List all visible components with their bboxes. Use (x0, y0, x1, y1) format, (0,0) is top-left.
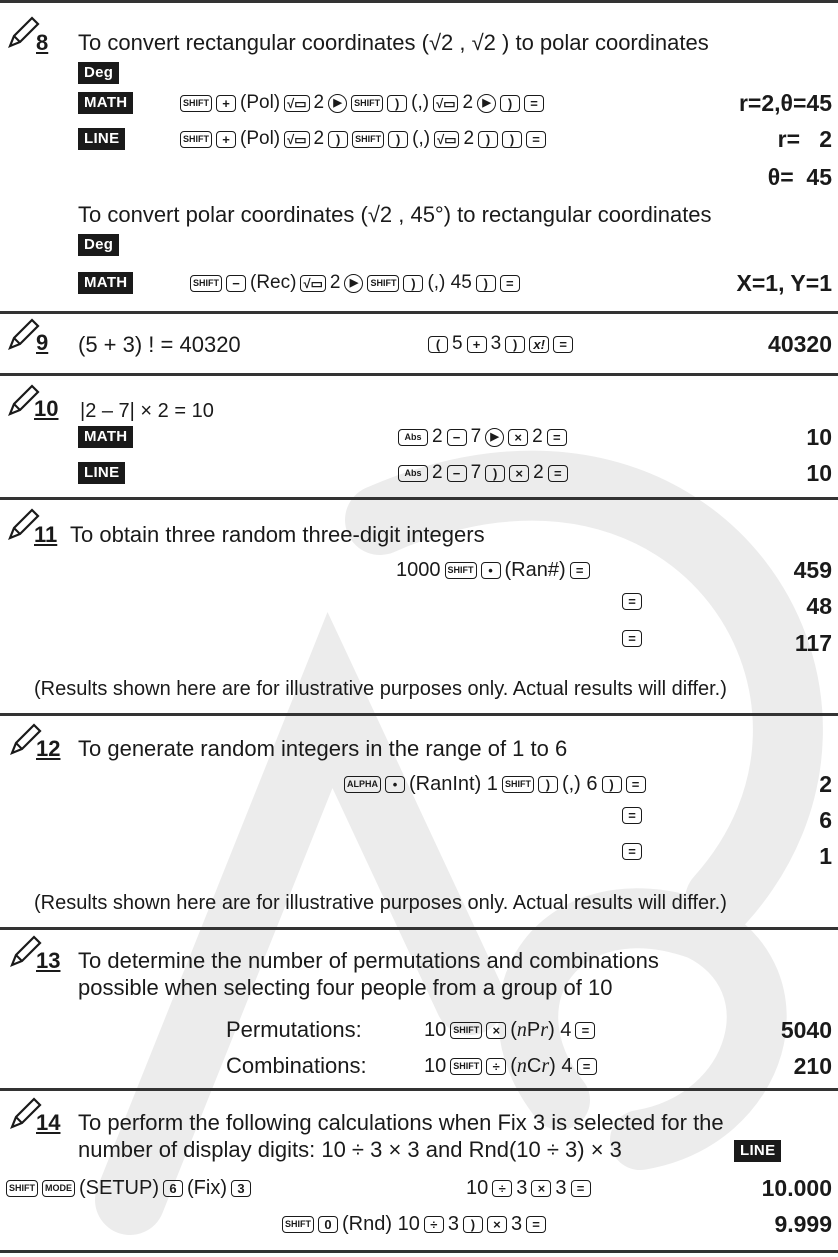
section-number: 14 (36, 1110, 61, 1135)
section-title: To convert rectangular coordinates (√2 , √2 ) to polar coordinates (78, 30, 709, 55)
expression: |2 – 7| × 2 = 10 (80, 400, 214, 422)
right-arrow-key: ▶ (477, 94, 496, 113)
close-paren-key: ) (485, 465, 505, 482)
section-number: 12 (36, 736, 61, 761)
shift-key: SHIFT (367, 275, 399, 292)
sqrt-key: √▭ (300, 275, 325, 292)
sqrt-key: √▭ (434, 131, 459, 148)
result: θ= 45 (767, 164, 832, 190)
section-number: 13 (36, 948, 61, 973)
equals-key: = (626, 776, 646, 793)
key-sequence: SHIFT MODE (SETUP) 6 (Fix) 3 (6, 1175, 251, 1201)
equals-key: = (547, 429, 567, 446)
section-divider (0, 713, 838, 716)
shift-key: SHIFT (352, 131, 384, 148)
result: 48 (806, 593, 832, 619)
result: 10 (806, 460, 832, 486)
close-paren-key: ) (502, 131, 522, 148)
section-divider (0, 497, 838, 500)
shift-key: SHIFT (180, 95, 212, 112)
shift-key: SHIFT (502, 776, 534, 793)
sqrt-key: √▭ (433, 95, 458, 112)
equals-key: = (553, 336, 573, 353)
math-badge: MATH (78, 92, 133, 114)
deg-badge: Deg (78, 234, 119, 256)
open-paren-key: ( (428, 336, 448, 353)
deg-badge: Deg (78, 62, 119, 84)
equals-key: = (526, 1216, 546, 1233)
plus-key: + (467, 336, 487, 353)
section-title: To generate random integers in the range of 1 to 6 (78, 736, 568, 761)
equals-key: = (500, 275, 520, 292)
key-sequence: 10 ÷ 3 × 3 = (466, 1175, 591, 1201)
section-number: 11 (34, 522, 58, 547)
result: 9.999 (774, 1211, 832, 1237)
minus-key: − (447, 465, 467, 482)
minus-key: − (447, 429, 467, 446)
line-badge: LINE (734, 1140, 781, 1162)
result: r= 2 (777, 126, 832, 152)
key-sequence: SHIFT − (Rec) √▭ 2 ▶ SHIFT ) (,) 45 ) = (190, 270, 520, 296)
result: r=2,θ=45 (738, 90, 832, 116)
key-sequence: ( 5 + 3 ) x! = (428, 331, 573, 357)
equals-key: = (526, 131, 546, 148)
equals-key: = (524, 95, 544, 112)
line-badge: LINE (78, 462, 125, 484)
close-paren-key: ) (403, 275, 423, 292)
section-divider (0, 373, 838, 376)
result: 459 (793, 557, 832, 583)
bottom-rule (0, 1250, 838, 1253)
section-divider (0, 927, 838, 930)
equals-key: = (571, 1180, 591, 1197)
divide-key: ÷ (486, 1058, 506, 1075)
equals-key: = (577, 1058, 597, 1075)
key-sequence: 10 SHIFT × (nPr) 4 = (424, 1017, 595, 1043)
shift-key: SHIFT (351, 95, 383, 112)
abs-key: Abs (398, 429, 428, 446)
key-sequence: ALPHA • (RanInt) 1 SHIFT ) (,) 6 ) = (344, 771, 646, 797)
section-title: To perform the following calculations when Fix 3 is selected for the (78, 1110, 724, 1135)
minus-key: − (226, 275, 246, 292)
section-title: To convert polar coordinates (√2 , 45°) to rectangular coordinates (78, 202, 712, 227)
right-arrow-key: ▶ (344, 274, 363, 293)
factorial-key: x! (529, 336, 549, 353)
digit-3-key: 3 (231, 1180, 251, 1197)
top-rule (0, 0, 838, 3)
close-paren-key: ) (505, 336, 525, 353)
result: 40320 (768, 331, 832, 357)
key-sequence (622, 593, 642, 610)
expression: (5 + 3) ! = 40320 (78, 332, 241, 357)
key-sequence: SHIFT + (Pol) √▭ 2 ) SHIFT ) (,) √▭ 2 ) ) = (180, 126, 546, 152)
close-paren-key: ) (328, 131, 348, 148)
divide-key: ÷ (424, 1216, 444, 1233)
section-number: 9 (36, 330, 49, 355)
key-sequence: SHIFT 0 (Rnd) 10 ÷ 3 ) × 3 = (282, 1211, 546, 1237)
key-sequence (622, 807, 642, 824)
close-paren-key: ) (602, 776, 622, 793)
section-number: 8 (36, 30, 49, 55)
equals-key: = (622, 630, 642, 647)
close-paren-key: ) (388, 131, 408, 148)
equals-key: = (575, 1022, 595, 1039)
result: 117 (794, 630, 832, 656)
shift-key: SHIFT (282, 1216, 314, 1233)
sqrt-key: √▭ (284, 95, 309, 112)
section-title: number of display digits: 10 ÷ 3 × 3 and Rnd(10 ÷ 3) × 3 (78, 1137, 622, 1162)
close-paren-key: ) (538, 776, 558, 793)
close-paren-key: ) (463, 1216, 483, 1233)
section-number: 10 (34, 396, 59, 421)
equals-key: = (622, 843, 642, 860)
multiply-key: × (531, 1180, 551, 1197)
math-badge: MATH (78, 426, 133, 448)
right-arrow-key: ▶ (485, 428, 504, 447)
equals-key: = (622, 807, 642, 824)
alpha-key: ALPHA (344, 776, 381, 793)
label: Combinations: (226, 1053, 367, 1078)
right-arrow-key: ▶ (328, 94, 347, 113)
label: Permutations: (226, 1017, 362, 1042)
key-sequence: SHIFT + (Pol) √▭ 2 ▶ SHIFT ) (,) √▭ 2 ▶ ) = (180, 90, 544, 116)
key-sequence: Abs 2 − 7 ▶ × 2 = (398, 424, 567, 450)
note: (Results shown here are for illustrative purposes only. Actual results will differ.) (34, 892, 727, 914)
plus-key: + (216, 131, 236, 148)
math-badge: MATH (78, 272, 133, 294)
result: 2 (819, 771, 832, 797)
section-title: To determine the number of permutations and combinations (78, 948, 659, 973)
shift-key: SHIFT (6, 1180, 38, 1197)
section-title: To obtain three random three-digit integers (70, 522, 485, 547)
key-sequence: 1000 SHIFT • (Ran#) = (396, 557, 590, 583)
pencil-icon (6, 318, 40, 352)
result: 1 (819, 843, 832, 869)
decimal-key: • (385, 776, 405, 793)
pencil-icon (6, 16, 40, 50)
line-badge: LINE (78, 128, 125, 150)
shift-key: SHIFT (450, 1022, 482, 1039)
decimal-key: • (481, 562, 501, 579)
divide-key: ÷ (492, 1180, 512, 1197)
plus-key: + (216, 95, 236, 112)
sqrt-key: √▭ (284, 131, 309, 148)
shift-key: SHIFT (180, 131, 212, 148)
result: 10.000 (761, 1175, 832, 1201)
digit-0-key: 0 (318, 1216, 338, 1233)
multiply-key: × (487, 1216, 507, 1233)
result: 6 (819, 807, 832, 833)
equals-key: = (622, 593, 642, 610)
equals-key: = (548, 465, 568, 482)
key-sequence: Abs 2 − 7 ) × 2 = (398, 460, 568, 486)
close-paren-key: ) (387, 95, 407, 112)
shift-key: SHIFT (190, 275, 222, 292)
multiply-key: × (509, 465, 529, 482)
section-divider (0, 311, 838, 314)
result: X=1, Y=1 (736, 270, 832, 296)
shift-key: SHIFT (450, 1058, 482, 1075)
result: 5040 (780, 1017, 832, 1043)
digit-6-key: 6 (163, 1180, 183, 1197)
equals-key: = (570, 562, 590, 579)
close-paren-key: ) (476, 275, 496, 292)
key-sequence (622, 843, 642, 860)
shift-key: SHIFT (445, 562, 477, 579)
key-sequence (622, 630, 642, 647)
note: (Results shown here are for illustrative purposes only. Actual results will differ.) (34, 678, 727, 700)
section-divider (0, 1088, 838, 1091)
key-sequence: 10 SHIFT ÷ (nCr) 4 = (424, 1053, 597, 1079)
abs-key: Abs (398, 465, 428, 482)
section-title: possible when selecting four people from a group of 10 (78, 975, 613, 1000)
multiply-key: × (508, 429, 528, 446)
multiply-key: × (486, 1022, 506, 1039)
result: 210 (793, 1053, 832, 1079)
close-paren-key: ) (500, 95, 520, 112)
mode-key: MODE (42, 1180, 75, 1197)
close-paren-key: ) (478, 131, 498, 148)
result: 10 (806, 424, 832, 450)
